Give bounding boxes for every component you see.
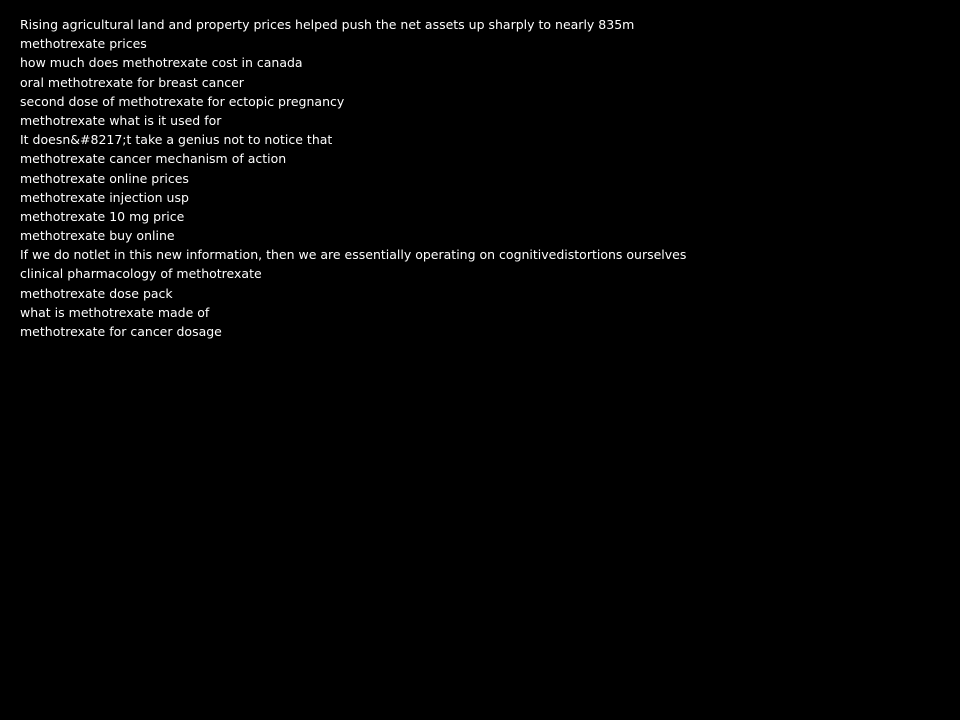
text-line-4: oral methotrexate for breast cancer [20, 74, 244, 90]
text-line-5: second dose of methotrexate for ectopic pregnancy [20, 93, 345, 109]
text-line-7: It doesn&#8217;t take a genius not to notice that [20, 132, 333, 148]
text-line-15: methotrexate dose pack [20, 285, 173, 301]
text-list [20, 15, 960, 341]
text-line-13: If we do notlet in this new information, then we are essentially operating on cognitivedistortions ourselves [20, 247, 687, 263]
text-line-2: methotrexate prices [20, 36, 147, 52]
text-line-8: methotrexate cancer mechanism of action [20, 151, 287, 167]
text-line-1: Rising agricultural land and property prices helped push the net assets up sharply to nearly 835m [20, 17, 635, 32]
text-line-12: methotrexate buy online [20, 228, 175, 244]
text-line-14: clinical pharmacology of methotrexate [20, 266, 262, 282]
text-line-10: methotrexate injection usp [20, 189, 189, 205]
text-line-3: how much does methotrexate cost in canada [20, 55, 303, 71]
text-line-17: methotrexate for cancer dosage [20, 324, 222, 339]
text-line-6: methotrexate what is it used for [20, 112, 222, 128]
text-line-16: what is methotrexate made of [20, 304, 210, 320]
text-line-9: methotrexate online prices [20, 170, 189, 186]
text-line-11: methotrexate 10 mg price [20, 208, 185, 224]
